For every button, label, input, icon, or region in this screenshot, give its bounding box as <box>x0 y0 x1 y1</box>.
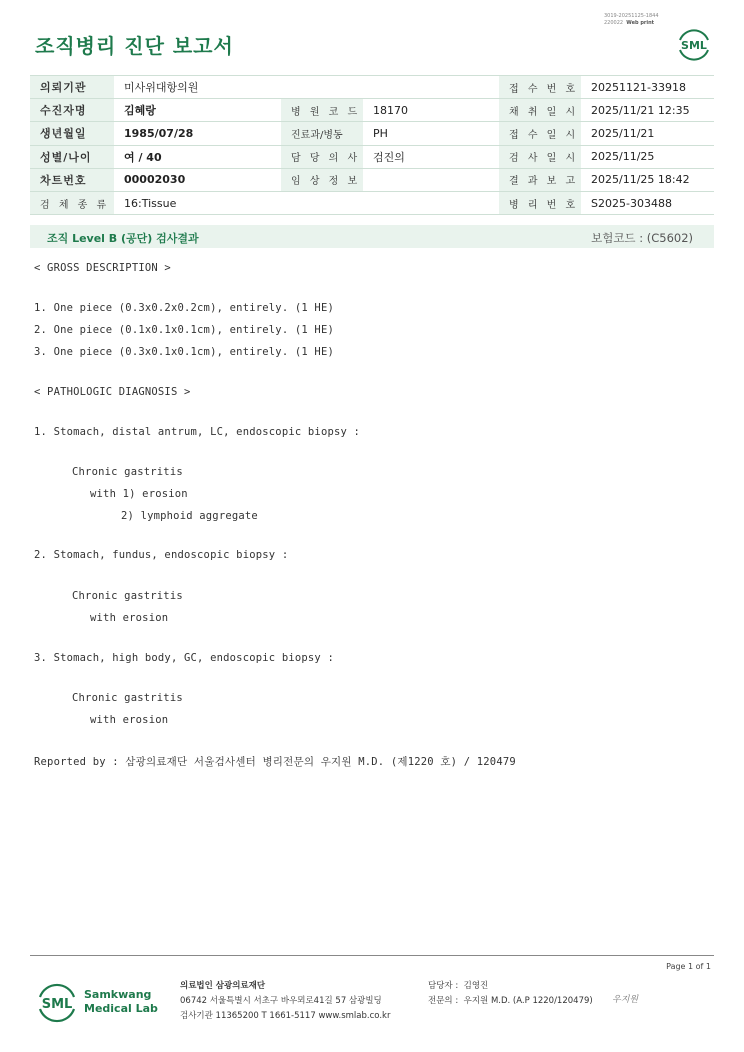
label-collection-datetime: 채 취 일 시 <box>499 99 581 122</box>
diagnosis-line: Chronic gastritis <box>72 466 183 478</box>
value-clinical-info <box>363 168 499 191</box>
manager-name: 김영진 <box>463 981 489 991</box>
label-clinical-info: 임 상 정 보 <box>281 168 363 191</box>
value-physician: 검진의 <box>363 145 499 168</box>
diagnosis-site: 1. Stomach, distal antrum, LC, endoscopic biopsy : <box>34 426 361 438</box>
value-test-date: 2025/11/25 <box>581 145 714 168</box>
info-row <box>30 191 714 214</box>
info-row <box>30 145 714 168</box>
insurance-code: 보험코드 : (C5602) <box>591 231 693 245</box>
value-department: PH <box>363 122 499 145</box>
value-accession-number: 20251121-33918 <box>581 76 714 99</box>
value-birth-date: 1985/07/28 <box>114 122 281 145</box>
sml-logo-text: SML <box>681 39 707 52</box>
document-id-line1: 3019-20251125-1844 <box>604 13 659 19</box>
reported-by: Reported by : 삼광의료재단 서울검사센터 병리전문의 우지원 M.D. (제1220 호) / 120479 <box>34 756 516 768</box>
document-id <box>604 13 659 27</box>
value-patient-name: 김혜랑 <box>114 99 281 122</box>
diagnosis-line: 2) lymphoid aggregate <box>121 510 258 522</box>
value-chart-number: 00002030 <box>114 168 281 191</box>
diagnosis-site: 3. Stomach, high body, GC, endoscopic biopsy : <box>34 652 334 664</box>
diagnosis-line: with 1) erosion <box>90 488 188 500</box>
samkwang-logo-icon <box>36 980 78 1026</box>
label-hospital-code: 병 원 코 드 <box>281 99 363 122</box>
diagnosis-line: with erosion <box>90 612 169 624</box>
gross-item: 3. One piece (0.3x0.1x0.1cm), entirely. (1 HE) <box>34 346 334 358</box>
gross-description-heading: < GROSS DESCRIPTION > <box>34 262 171 274</box>
diagnosis-line: Chronic gastritis <box>72 692 183 704</box>
page-title: 조직병리 진단 보고서 <box>35 34 234 58</box>
label-pathology-number: 병 리 번 호 <box>499 191 581 214</box>
value-result-report: 2025/11/25 18:42 <box>581 168 714 191</box>
diagnosis-line: with erosion <box>90 714 169 726</box>
org-name: 의료법인 삼광의료재단 <box>180 981 266 991</box>
diagnosis-line: Chronic gastritis <box>72 590 183 602</box>
pathologic-diagnosis-heading: < PATHOLOGIC DIAGNOSIS > <box>34 386 191 398</box>
org-contact: 검사기관 11365200 T 1661-5117 www.smlab.co.kr <box>180 1011 391 1021</box>
footer-org-info <box>180 979 390 1024</box>
section-title: 조직 Level B (공단) 검사결과 <box>47 232 199 245</box>
label-chart-number: 차트번호 <box>30 168 114 191</box>
patient-info-table <box>30 75 714 215</box>
org-address: 06742 서울특별시 서초구 바우뫼로41길 57 삼광빌딩 <box>180 996 382 1006</box>
label-birth-date: 생년월일 <box>30 122 114 145</box>
value-received-date: 2025/11/21 <box>581 122 714 145</box>
value-hospital-code: 18170 <box>363 99 499 122</box>
specialist-name: 우지원 M.D. (A.P 1220/120479) <box>463 996 593 1006</box>
signature: 우지원 <box>612 995 639 1005</box>
manager-row: 담당자 : 김영진 <box>428 981 489 991</box>
label-accession-number: 접 수 번 호 <box>499 76 581 99</box>
label-physician: 담 당 의 사 <box>281 145 363 168</box>
diagnosis-site: 2. Stomach, fundus, endoscopic biopsy : <box>34 549 289 561</box>
gross-item: 2. One piece (0.1x0.1x0.1cm), entirely. (1 HE) <box>34 324 334 336</box>
info-row <box>30 122 714 145</box>
value-collection-datetime: 2025/11/21 12:35 <box>581 99 714 122</box>
label-result-report: 결 과 보 고 <box>499 168 581 191</box>
samkwang-logo-text: SML <box>41 997 73 1012</box>
label-sex-age: 성별/나이 <box>30 145 114 168</box>
label-referring-clinic: 의뢰기관 <box>30 76 114 99</box>
specialist-row: 전문의 : 우지원 M.D. (A.P 1220/120479) <box>428 996 593 1006</box>
footer-staff-info <box>428 979 593 1009</box>
footer-brand <box>84 988 158 1016</box>
value-sex-age: 여 / 40 <box>114 145 281 168</box>
gross-item: 1. One piece (0.3x0.2x0.2cm), entirely. (1 HE) <box>34 302 334 314</box>
brand-line-1: Samkwang <box>84 988 152 1001</box>
footer-divider <box>30 955 714 956</box>
info-row <box>30 76 714 99</box>
label-test-date: 검 사 일 시 <box>499 145 581 168</box>
brand-line-2: Medical Lab <box>84 1002 158 1015</box>
label-specimen-type: 검 체 종 류 <box>30 191 114 214</box>
info-row <box>30 99 714 122</box>
label-patient-name: 수진자명 <box>30 99 114 122</box>
label-department: 진료과/병동 <box>281 122 363 145</box>
value-specimen-type: 16:Tissue <box>114 191 499 214</box>
value-pathology-number: S2025-303488 <box>581 191 714 214</box>
info-row <box>30 168 714 191</box>
result-section-bar <box>30 225 714 248</box>
label-received-date: 접 수 일 시 <box>499 122 581 145</box>
sml-logo-icon <box>676 26 712 62</box>
page-number: Page 1 of 1 <box>666 962 711 971</box>
value-referring-clinic: 미사위대항의원 <box>114 76 499 99</box>
document-id-line2: 220022 Web print <box>604 20 655 26</box>
